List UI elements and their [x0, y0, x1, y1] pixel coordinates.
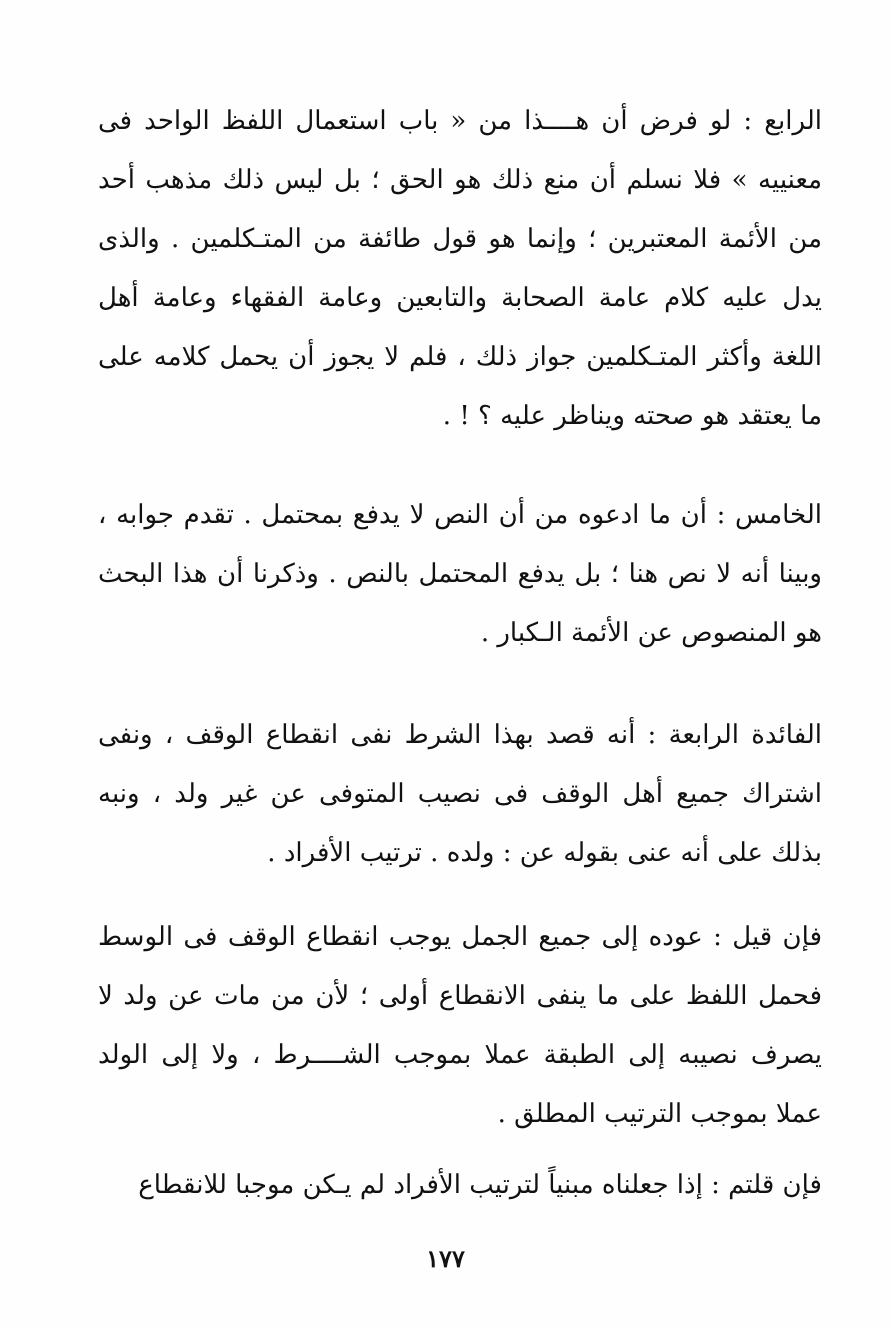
page-number: ١٧٧ [426, 1244, 465, 1273]
paragraph-objection [98, 908, 822, 1144]
paragraph-text: الرابع : لو فرض أن هــــذا من « باب استعمال اللفظ الواحد فى معنييه » فلا نسلم أن منع ذلك هو الحق ؛ بل ليس ذلك مذهب أحد من الأئمة المعتبرين ؛ وإنما هو قول طائفة من المتـكلمين . والذى يدل عليه كلام عامة الصحابة والتابعين وعامة الفقهاء وعامة أهل اللغة وأكثر المتـكلمين جواز ذلك ، فلم لا يجوز أن يحمل كلامه على ما يعتقد هو صحته ويناظر عليه ؟ ! . [98, 106, 822, 431]
paragraph-fourth-point [98, 92, 822, 446]
paragraph-fourth-benefit [98, 706, 822, 883]
paragraph-text: الفائدة الرابعة : أنه قصد بهذا الشرط نفى انقطاع الوقف ، ونفى اشتراك جميع أهل الوقف فى نصيب المتوفى عن غير ولد ، ونبه بذلك على أنه عنى بقوله عن : ولده . ترتيب الأفراد . [98, 720, 822, 868]
paragraph-text: فإن قيل : عوده إلى جميع الجمل يوجب انقطاع الوقف فى الوسط فحمل اللفظ على ما ينفى الانقطاع أولى ؛ لأن من مات عن ولد لا يصرف نصيبه إلى الطبقة عملا بموجب الشــــرط ، ولا إلى الولد عملا بموجب الترتيب المطلق . [98, 922, 822, 1129]
paragraph-fifth-point [98, 486, 822, 663]
paragraph-reply [98, 1156, 822, 1215]
paragraph-text: فإن قلتم : إذا جعلناه مبنياً لترتيب الأفراد لم يـكن موجبا للانقطاع [138, 1170, 822, 1200]
paragraph-text: الخامس : أن ما ادعوه من أن النص لا يدفع بمحتمل . تقدم جوابه ، وبينا أنه لا نص هنا ؛ بل يدفع المحتمل بالنص . وذكرنا أن هذا البحث هو المنصوص عن الأئمة الـكبار . [98, 500, 822, 648]
